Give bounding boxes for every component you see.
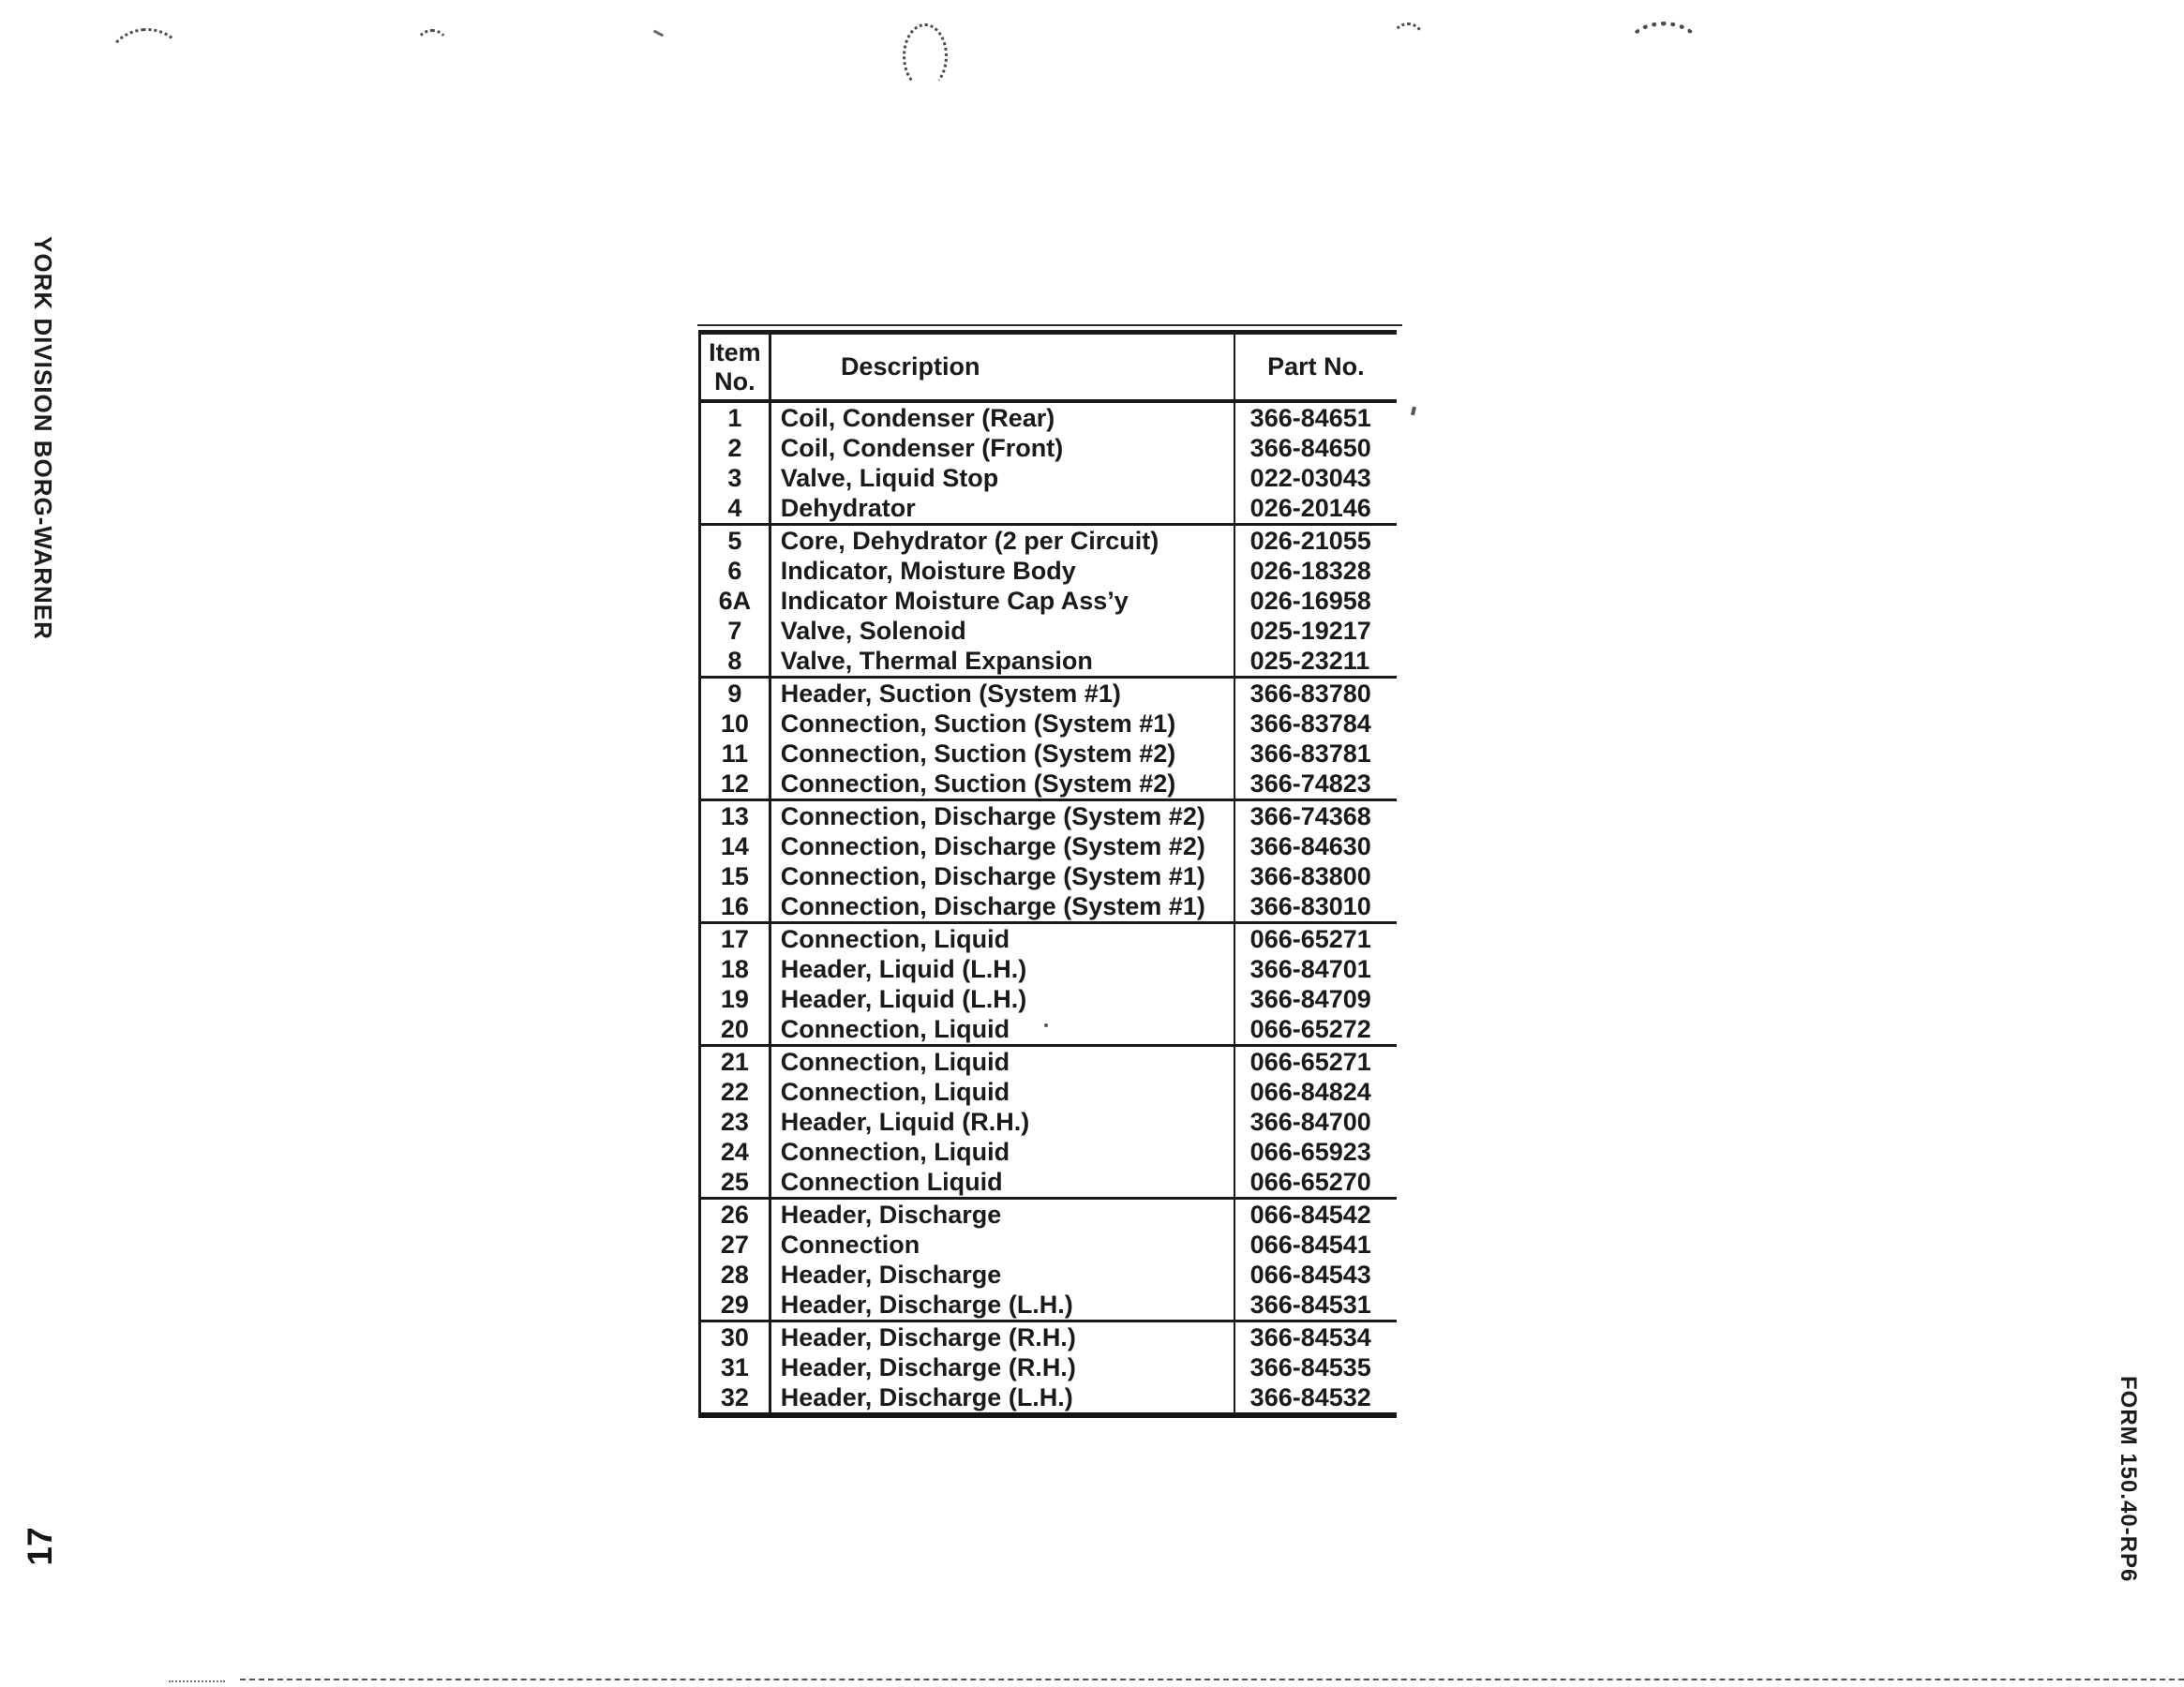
scan-arc-mark — [1388, 22, 1428, 73]
table-row — [701, 679, 1397, 709]
item-no-cell: 18 — [720, 955, 749, 983]
table-row — [701, 1382, 1397, 1412]
description-cell: Connection, Liquid — [769, 924, 1234, 954]
table-row — [701, 954, 1397, 984]
description-cell: Connection, Liquid — [769, 1047, 1234, 1077]
item-no-cell: 11 — [721, 739, 749, 768]
part-no-cell: 022-03043 — [1234, 463, 1397, 493]
part-no-cell: 066-84824 — [1234, 1077, 1397, 1107]
description-cell: Header, Discharge (L.H.) — [769, 1290, 1234, 1320]
scan-arc-mark — [1625, 22, 1702, 78]
item-no-cell: 21 — [720, 1048, 749, 1076]
description-cell: Connection, Discharge (System #2) — [769, 801, 1234, 831]
item-no-cell: 31 — [720, 1353, 749, 1381]
item-no-cell: 6A — [718, 587, 752, 615]
column-header-description — [769, 335, 1234, 399]
item-no-cell: 32 — [720, 1383, 749, 1411]
table-row — [701, 403, 1397, 433]
table-row — [701, 433, 1397, 463]
table-row — [701, 1137, 1397, 1167]
item-no-cell: 19 — [720, 985, 749, 1013]
bottom-scan-line — [169, 1680, 225, 1682]
table-row — [701, 831, 1397, 861]
item-no-cell: 25 — [720, 1168, 749, 1196]
description-cell: Header, Liquid (L.H.) — [769, 984, 1234, 1014]
table-group — [701, 801, 1397, 924]
table-row — [701, 984, 1397, 1014]
description-cell: Valve, Thermal Expansion — [769, 646, 1234, 676]
table-row — [701, 801, 1397, 831]
part-no-cell: 366-74823 — [1234, 769, 1397, 799]
part-no-cell: 366-83010 — [1234, 891, 1397, 921]
table-row — [701, 1107, 1397, 1137]
part-no-cell: 026-21055 — [1234, 526, 1397, 556]
part-no-cell: 366-84532 — [1234, 1382, 1397, 1412]
part-no-cell: 366-83784 — [1234, 709, 1397, 739]
table-row — [701, 1352, 1397, 1382]
description-cell: Connection, Discharge (System #1) — [769, 861, 1234, 891]
table-row — [701, 769, 1397, 799]
item-no-cell: 30 — [720, 1323, 749, 1351]
description-cell: Connection, Liquid — [769, 1077, 1234, 1107]
description-cell: Header, Discharge (R.H.) — [769, 1322, 1234, 1352]
table-group — [701, 679, 1397, 801]
part-no-cell: 366-84534 — [1234, 1322, 1397, 1352]
item-no-cell: 1 — [727, 404, 742, 432]
item-no-cell: 17 — [720, 925, 749, 953]
item-no-cell: 3 — [727, 464, 742, 492]
description-cell: Indicator Moisture Cap Ass’y — [769, 586, 1234, 616]
description-cell: Connection, Discharge (System #2) — [769, 831, 1234, 861]
table-row — [701, 891, 1397, 921]
item-no-cell: 10 — [720, 709, 749, 738]
part-no-cell: 026-16958 — [1234, 586, 1397, 616]
description-cell: Connection, Discharge (System #1) — [769, 891, 1234, 921]
description-cell: Core, Dehydrator (2 per Circuit) — [769, 526, 1234, 556]
description-cell: Coil, Condenser (Rear) — [769, 403, 1234, 433]
column-header-part-no — [1234, 335, 1397, 399]
item-no-cell: 27 — [720, 1231, 749, 1259]
table-row — [701, 1230, 1397, 1260]
description-cell: Dehydrator — [769, 493, 1234, 523]
part-no-cell: 366-84531 — [1234, 1290, 1397, 1320]
description-cell: Indicator, Moisture Body — [769, 556, 1234, 586]
item-no-cell: 4 — [727, 494, 742, 522]
part-no-cell: 366-84535 — [1234, 1352, 1397, 1382]
table-row — [701, 1322, 1397, 1352]
table-group — [701, 1200, 1397, 1322]
table-row — [701, 463, 1397, 493]
table-row — [701, 1200, 1397, 1230]
table-group — [701, 924, 1397, 1047]
item-no-cell: 24 — [720, 1138, 749, 1166]
part-no-cell: 066-65271 — [1234, 1047, 1397, 1077]
table-group — [701, 526, 1397, 679]
scan-speck — [1044, 1023, 1048, 1027]
item-no-cell: 28 — [720, 1261, 749, 1289]
scan-speck — [653, 30, 664, 37]
item-no-cell: 15 — [720, 862, 749, 890]
table-row — [701, 1077, 1397, 1107]
part-no-cell: 366-84650 — [1234, 433, 1397, 463]
part-no-cell: 366-84700 — [1234, 1107, 1397, 1137]
item-no-cell: 5 — [727, 527, 742, 555]
part-no-cell: 026-18328 — [1234, 556, 1397, 586]
description-cell: Valve, Solenoid — [769, 616, 1234, 646]
item-no-cell: 6 — [727, 557, 742, 585]
scan-hole-mark — [903, 23, 948, 89]
table-group — [701, 1047, 1397, 1200]
table-row — [701, 1047, 1397, 1077]
table-row — [701, 1290, 1397, 1320]
table-row — [701, 1014, 1397, 1044]
part-no-cell: 066-65271 — [1234, 924, 1397, 954]
table-row — [701, 586, 1397, 616]
table-group — [701, 1322, 1397, 1418]
description-cell: Connection, Suction (System #2) — [769, 769, 1234, 799]
part-no-cell: 366-83780 — [1234, 679, 1397, 709]
item-no-cell: 14 — [720, 832, 749, 860]
scan-arc-mark — [414, 29, 450, 67]
table-row — [701, 616, 1397, 646]
table-row — [701, 709, 1397, 739]
part-no-cell: 066-84543 — [1234, 1260, 1397, 1290]
column-header-item-no — [701, 335, 769, 399]
table-group — [701, 403, 1397, 526]
part-no-cell: 366-84651 — [1234, 403, 1397, 433]
description-cell: Header, Liquid (L.H.) — [769, 954, 1234, 984]
part-no-cell: 066-84542 — [1234, 1200, 1397, 1230]
item-no-cell: 2 — [727, 434, 742, 462]
item-no-header-line1: Item — [709, 337, 761, 366]
description-cell: Header, Discharge — [769, 1260, 1234, 1290]
part-no-cell: 066-84541 — [1234, 1230, 1397, 1260]
table-body — [701, 403, 1397, 1418]
item-no-cell: 22 — [720, 1078, 749, 1106]
table-row — [701, 861, 1397, 891]
description-cell: Header, Liquid (R.H.) — [769, 1107, 1234, 1137]
page-number: 17 — [21, 1527, 59, 1566]
description-cell: Coil, Condenser (Front) — [769, 433, 1234, 463]
item-no-cell: 23 — [720, 1108, 749, 1136]
table-row — [701, 1260, 1397, 1290]
description-cell: Connection Liquid — [769, 1167, 1234, 1197]
table-header-row — [701, 335, 1397, 403]
description-header-label: Description — [840, 352, 980, 381]
item-no-header-line2: No. — [714, 366, 755, 396]
item-no-cell: 16 — [720, 892, 749, 920]
part-no-cell: 066-65270 — [1234, 1167, 1397, 1197]
part-no-cell: 025-23211 — [1234, 646, 1397, 676]
part-no-cell: 025-19217 — [1234, 616, 1397, 646]
table-row — [701, 924, 1397, 954]
table-row — [701, 526, 1397, 556]
part-no-cell: 366-84709 — [1234, 984, 1397, 1014]
item-no-cell: 7 — [727, 617, 742, 645]
item-no-cell: 13 — [720, 802, 749, 830]
item-no-cell: 29 — [720, 1291, 749, 1319]
description-cell: Connection, Suction (System #1) — [769, 709, 1234, 739]
table-row — [701, 493, 1397, 523]
table-row — [701, 556, 1397, 586]
item-no-cell: 9 — [727, 679, 742, 708]
scan-arc-mark — [102, 24, 191, 108]
item-no-cell: 20 — [720, 1015, 749, 1043]
part-no-cell: 366-83800 — [1234, 861, 1397, 891]
part-no-header-label: Part No. — [1267, 352, 1365, 381]
item-no-cell: 8 — [727, 647, 742, 675]
left-margin-text: YORK DIVISION BORG-WARNER — [29, 236, 57, 640]
description-cell: Header, Discharge (R.H.) — [769, 1352, 1234, 1382]
form-number: FORM 150.40-RP6 — [2116, 1376, 2141, 1583]
part-no-cell: 026-20146 — [1234, 493, 1397, 523]
description-cell: Header, Suction (System #1) — [769, 679, 1234, 709]
description-cell: Valve, Liquid Stop — [769, 463, 1234, 493]
part-no-cell: 366-84630 — [1234, 831, 1397, 861]
table-row — [701, 739, 1397, 769]
part-no-cell: 066-65272 — [1234, 1014, 1397, 1044]
item-no-cell: 26 — [720, 1201, 749, 1229]
table-row — [701, 1167, 1397, 1197]
description-cell: Header, Discharge — [769, 1200, 1234, 1230]
description-cell: Connection, Suction (System #2) — [769, 739, 1234, 769]
part-no-cell: 366-83781 — [1234, 739, 1397, 769]
part-no-cell: 366-74368 — [1234, 801, 1397, 831]
table-row — [701, 646, 1397, 676]
item-no-cell: 12 — [720, 769, 749, 798]
description-cell: Header, Discharge (L.H.) — [769, 1382, 1234, 1412]
description-cell: Connection, Liquid — [769, 1137, 1234, 1167]
description-cell: Connection, Liquid — [769, 1014, 1234, 1044]
description-cell: Connection — [769, 1230, 1234, 1260]
part-no-cell: 066-65923 — [1234, 1137, 1397, 1167]
parts-table — [698, 330, 1397, 1418]
part-no-cell: 366-84701 — [1234, 954, 1397, 984]
scan-speck — [1411, 407, 1416, 416]
bottom-scan-line — [240, 1679, 2184, 1680]
